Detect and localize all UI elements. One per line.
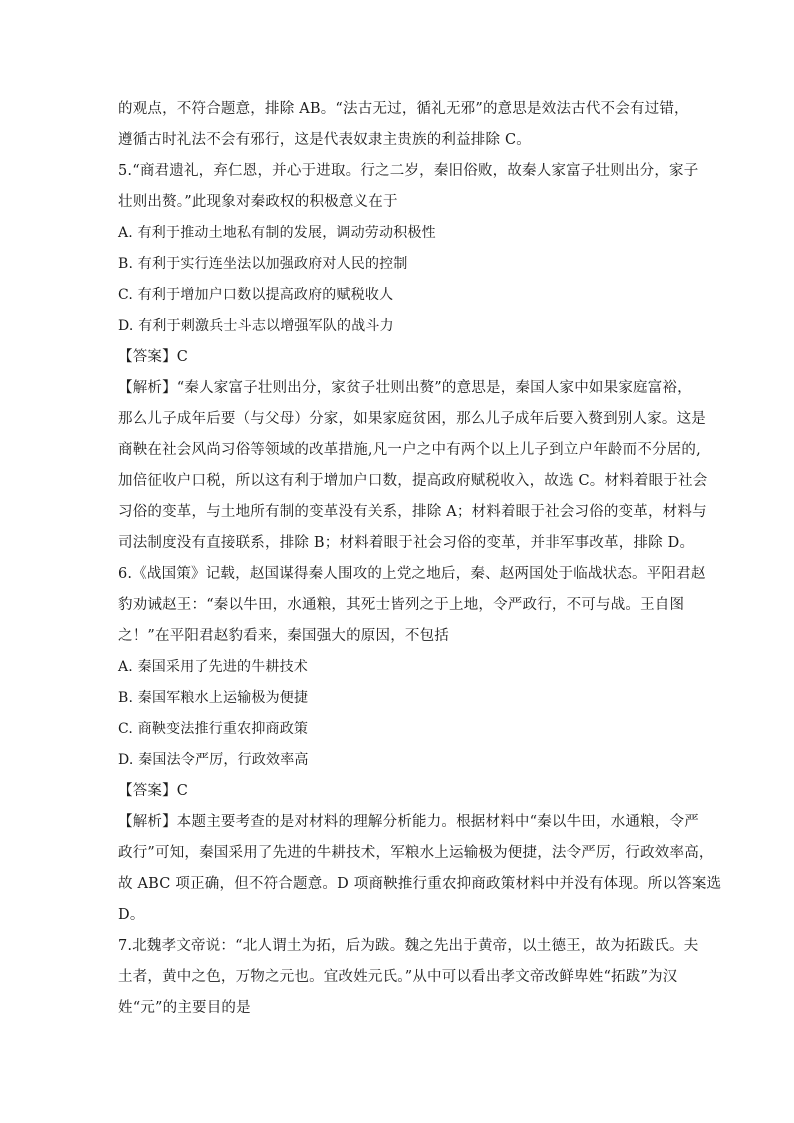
text-line: 的观点，不符合题意，排除 AB。“法古无过，循礼无邪”的意思是效法古代不会有过错，	[118, 101, 689, 117]
question-6-analysis: D。	[118, 907, 145, 923]
question-6-analysis: 政行”可知，秦国采用了先进的牛耕技术，军粮水上运输极为便捷，法令严厉，行政效率高，	[118, 845, 714, 861]
question-7-stem: 7.北魏孝文帝说：“北人谓土为拓，后为跋。魏之先出于黄帝，以土德王，故为拓跋氏。夫	[118, 938, 699, 954]
question-5-option-d: D. 有利于刺激兵士斗志以增强军队的战斗力	[118, 318, 394, 334]
question-5-answer: 【答案】C	[118, 349, 189, 365]
question-5-analysis: 【解析】“秦人家富子壮则出分，家贫子壮则出赘”的意思是，秦国人家中如果家庭富裕，	[118, 380, 692, 396]
question-5-analysis: 司法制度没有直接联系，排除 B；材料着眼于社会习俗的变革，并非军事改革，排除 D。	[118, 535, 695, 551]
document-body	[118, 94, 722, 1024]
question-6-answer: 【答案】C	[118, 783, 189, 799]
question-7-stem: 姓“元”的主要目的是	[118, 1000, 251, 1016]
question-5-option-a: A. 有利于推动土地私有制的发展，调动劳动积极性	[118, 225, 436, 241]
question-5-analysis: 商鞅在社会风尚习俗等领域的改革措施,凡一户之中有两个以上儿子到立户年龄而不分居的,	[118, 442, 701, 458]
question-5-analysis: 习俗的变革，与土地所有制的变革没有关系，排除 A；材料着眼于社会习俗的变革，材料与	[118, 504, 707, 520]
question-5-analysis: 那么儿子成年后要（与父母）分家，如果家庭贫困，那么儿子成年后要入赘到别人家。这是	[118, 411, 706, 427]
question-6-option-d: D. 秦国法令严厉，行政效率高	[118, 752, 309, 768]
question-5-option-c: C. 有利于增加户口数以提高政府的赋税收人	[118, 287, 394, 303]
question-5-option-b: B. 有利于实行连坐法以加强政府对人民的控制	[118, 256, 408, 272]
question-7-stem: 土者，黄中之色，万物之元也。宜改姓元氏。”从中可以看出孝文帝改鲜卑姓“拓跋”为汉	[118, 969, 678, 985]
question-5-stem: 5.“商君遗礼，弃仁恩，并心于进取。行之二岁，秦旧俗败，故秦人家富子壮则出分，家子	[118, 163, 699, 179]
question-5-analysis: 加倍征收户口税，所以这有利于增加户口数，提高政府赋税收入，故选 C。材料着眼于社会	[118, 473, 708, 489]
text-line: 遵循古时礼法不会有邪行，这是代表奴隶主贵族的利益排除 C。	[118, 132, 532, 148]
question-6-option-b: B. 秦国军粮水上运输极为便捷	[118, 690, 309, 706]
question-6-option-a: A. 秦国采用了先进的牛耕技术	[118, 659, 309, 675]
question-6-analysis: 【解析】本题主要考查的是对材料的理解分析能力。根据材料中“秦以牛田，水通粮，令严	[118, 814, 699, 830]
question-6-analysis: 故 ABC 项正确，但不符合题意。D 项商鞅推行重农抑商政策材料中并没有体现。所以答案选	[118, 876, 722, 892]
question-6-stem: 豹劝诫赵王：“秦以牛田，水通粮，其死士皆列之于上地，令严政行，不可与战。王自图	[118, 597, 685, 613]
question-6-stem: 之！”在平阳君赵豹看来，秦国强大的原因，不包括	[118, 628, 450, 644]
question-6-stem: 6.《战国策》记载，赵国谋得秦人围攻的上党之地后，秦、赵两国处于临战状态。平阳君赵	[118, 566, 706, 582]
question-5-stem: 壮则出赘。”此现象对秦政权的积极意义在于	[118, 194, 398, 210]
question-6-option-c: C. 商鞅变法推行重农抑商政策	[118, 721, 309, 737]
